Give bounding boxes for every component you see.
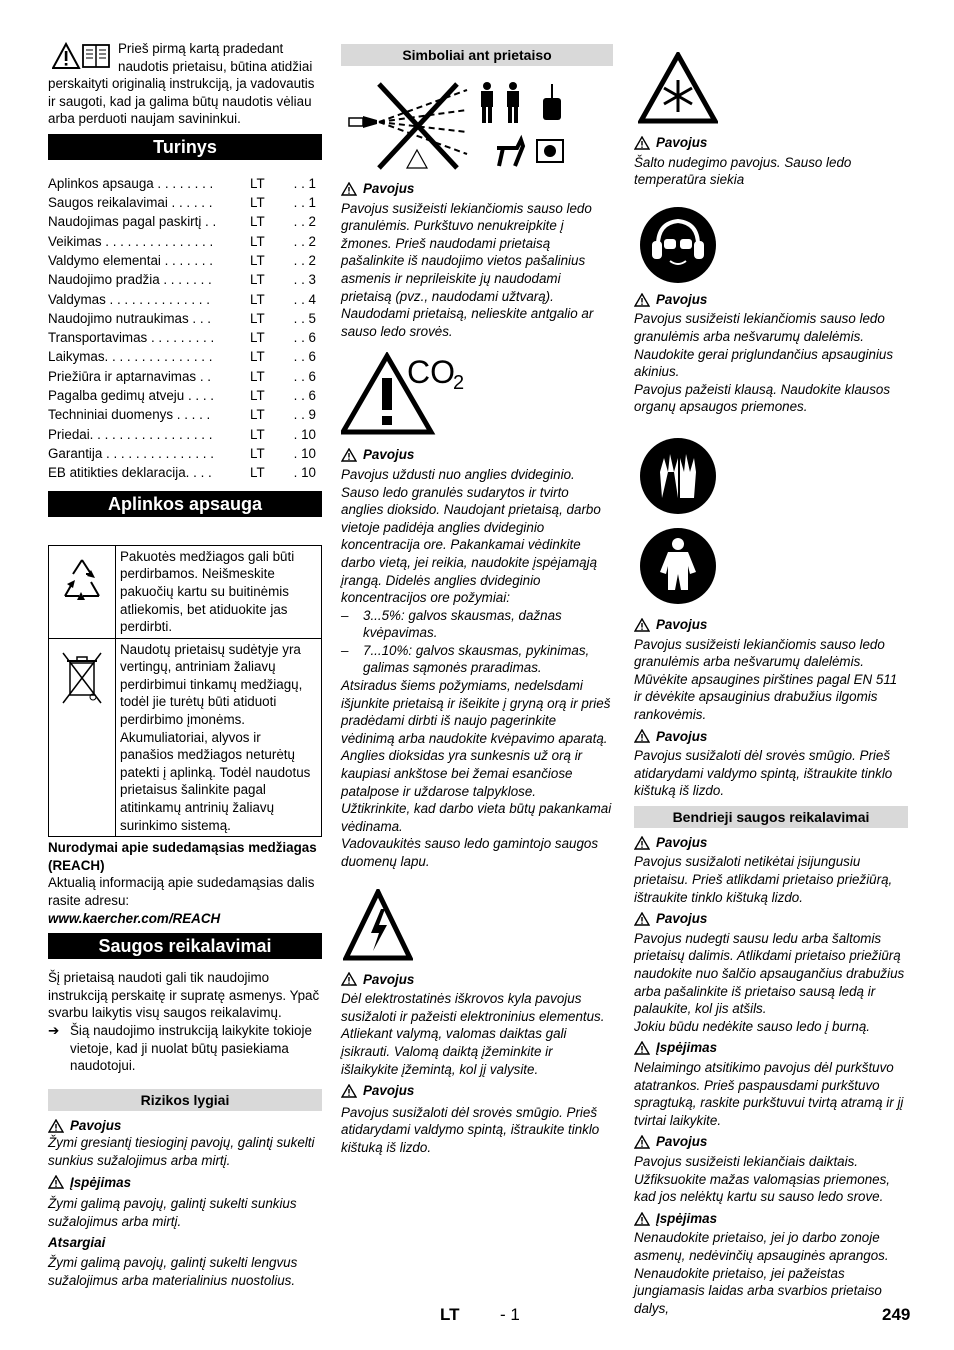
symbols-title: Simboliai ant prietaiso xyxy=(341,44,613,66)
warning-pavojus xyxy=(48,1117,322,1135)
column-middle xyxy=(341,40,613,1157)
w2-text5: Vadovaukitės sauso ledo gamintojo saugos duomenų lapu. xyxy=(341,836,599,869)
toc-page: . . 6 xyxy=(293,349,316,365)
toc-page: . . 2 xyxy=(293,214,316,230)
toc-label: Transportavimas . . . . . . . . . xyxy=(48,330,215,346)
gloves-icon xyxy=(638,436,718,516)
warning-label: Pavojus xyxy=(363,181,415,196)
toc-label: Valdymas . . . . . . . . . . . . . . xyxy=(48,291,210,307)
toc-label: Priežiūra ir aptarnavimas . . xyxy=(48,368,211,384)
toc-lang: LT xyxy=(250,233,265,249)
c3w6-text: Pavojus nudegti sausu ledu arba šaltomis prietaisų dalimis. Atlikdami prietaiso priežiūrą naudokite nuo šalčio apsaugančius drabužius arba pašalinkite iš prietaiso sausą ledą ir palaukite, kol jis atšils. xyxy=(634,930,905,1017)
toc-row[interactable] xyxy=(48,309,322,328)
protective-suit-icon xyxy=(638,526,718,606)
column-right xyxy=(634,40,908,1317)
co2-warning-sign xyxy=(341,352,613,442)
warning-label: Pavojus xyxy=(656,135,708,150)
warning-label: Pavojus xyxy=(363,1083,415,1099)
atsargiai-label: Atsargiai xyxy=(48,1235,106,1251)
co2-label: CO xyxy=(407,354,455,391)
warning-triangle-icon xyxy=(634,912,650,926)
toc-lang: LT xyxy=(250,175,265,191)
toc-label: Naudojimas pagal paskirtį . . xyxy=(48,214,217,230)
env-title: Aplinkos apsauga xyxy=(48,491,322,517)
env-text-disposal: Naudotų prietaisų sudėtyje yra vertingų, antriniam žaliavų perdirbimui tinkamų medžiagų, todėl jie turėtų būti atiduoti perdirbimo įmonėms. Akumuliatoriai, alyvos ir panašios medžiagos neturėtų patekti į aplinką. Todėl naudotus prietaisus šalinkite pagal atitinkamų antrinių žaliavų surinkimo sistemą. xyxy=(116,638,322,837)
c3w8-text: Pavojus susižeisti lekiančiais daiktais. Užfiksuokite mažas valomąsias priemones, kad jos nelėktų kartu su sauso ledo srove. xyxy=(634,1153,891,1205)
warning-label: Pavojus xyxy=(656,616,708,632)
warning-ispejimas xyxy=(48,1174,322,1192)
toc-label: Pagalba gedimų atveju . . . . xyxy=(48,388,214,404)
c3w7-text: Nelaimingo atsitikimo pavojus dėl purkštuvo atatrankos. Prieš paspausdami purkštuvo spragtuką, raskite purkštuvui tvirtą atramą ir jį tvirtai laikykite. xyxy=(634,1060,904,1128)
toc-lang: LT xyxy=(250,310,265,326)
safety-title: Saugos reikalavimai xyxy=(48,933,322,959)
c3w1-text: Šalto nudegimo pavojus. Sauso ledo temperatūra siekia xyxy=(634,154,852,188)
footer-page-number: 249 xyxy=(882,1305,911,1324)
toc-label: Techniniai duomenys . . . . . xyxy=(48,407,211,423)
safety-bullet-text: Šią naudojimo instrukciją laikykite tokioje vietoje, kad ji nuolat būtų pasiekiama naudotojui. xyxy=(70,1022,312,1074)
toc-lang: LT xyxy=(250,368,265,384)
c3w2-text: Pavojus susižeisti lekiančiomis sauso ledo granulėmis arba nešvarumų dalelėmis. Naudokite gerai priglundančius apsauginius akinius. xyxy=(634,311,894,380)
toc-lang: LT xyxy=(250,465,265,481)
toc-row[interactable] xyxy=(48,406,322,425)
reach-title: Nurodymai apie sudedamąsias medžiagas (REACH) xyxy=(48,840,317,873)
co2-subscript: 2 xyxy=(453,372,465,395)
toc-lang: LT xyxy=(250,388,265,404)
toc-lang: LT xyxy=(250,291,265,307)
warning-label: Pavojus xyxy=(656,911,708,927)
crossed-bin-icon xyxy=(57,647,107,709)
toc-row[interactable] xyxy=(48,174,322,193)
w2-text4: Užtikrinkite, kad darbo vieta būtų pakankamai vėdinama. xyxy=(341,801,612,834)
env-text-packaging: Pakuotės medžiagos gali būti perdirbamos. Neišmeskite pakuočių kartu su buitinėmis atliekomis, bet atiduokite jas perdirbti. xyxy=(116,545,322,638)
toc-page: . 10 xyxy=(293,465,316,481)
toc-row[interactable] xyxy=(48,290,322,309)
warning-label: Pavojus xyxy=(656,834,708,850)
warning-w2 xyxy=(341,446,613,464)
dash-marker: – xyxy=(341,642,349,658)
toc-lang: LT xyxy=(250,195,265,211)
toc-label: Priedai. . . . . . . . . . . . . . . . . xyxy=(48,426,213,442)
toc-lang: LT xyxy=(250,214,265,230)
cold-warning-icon xyxy=(638,52,718,124)
warning-w3 xyxy=(341,971,613,989)
warning-c3w3 xyxy=(634,616,908,634)
toc-lang: LT xyxy=(250,253,265,268)
intro-text: Prieš pirmą kartą pradedant naudotis prietaisu, būtina atidžiai perskaityti originalią instrukciją, ja vadovautis ir saugoti, kad ja galima būtų naudotis vėliau arba perduoti naujam savininkui. xyxy=(48,41,315,127)
toc-label: Laikymas. . . . . . . . . . . . . . . xyxy=(48,349,213,365)
toc-page: . 10 xyxy=(293,426,316,442)
dash-text: 3...5%: galvos skausmas, dažnas kvėpavimas. xyxy=(363,607,562,641)
toc-page: . . 9 xyxy=(293,407,316,423)
reach-text: Aktualią informaciją apie sudedamąsias dalis rasite adresu: xyxy=(48,875,315,908)
toc-page: . . 6 xyxy=(293,330,316,346)
intro-block xyxy=(48,40,322,128)
toc-row[interactable] xyxy=(48,213,322,232)
toc-label: Veikimas . . . . . . . . . . . . . . . xyxy=(48,233,214,249)
warning-triangle-icon xyxy=(634,1041,650,1055)
no-spray-at-people-icon xyxy=(347,80,567,176)
toc-row[interactable] xyxy=(48,348,322,367)
w4-text: Pavojus susižaloti dėl srovės smūgio. Prieš atidarydami valdymo spintą, ištraukite tinklo kištuką iš lizdo. xyxy=(341,1104,600,1155)
safety-bullet xyxy=(48,1022,322,1075)
atsargiai-text: Žymi galimą pavojų, galintį sukelti lengvus sužalojimus arba materialinius nuostolius. xyxy=(48,1254,298,1288)
warning-label: Pavojus xyxy=(70,1117,122,1133)
recycling-icon xyxy=(55,554,109,608)
toc-lang: LT xyxy=(250,330,265,346)
toc-row[interactable] xyxy=(48,463,322,482)
toc-lang: LT xyxy=(250,349,265,365)
toc-lang: LT xyxy=(250,407,265,423)
general-safety-title: Bendrieji saugos reikalavimai xyxy=(634,806,908,828)
toc-row[interactable] xyxy=(48,232,322,251)
env-table xyxy=(48,545,322,838)
c3w6-text2: Jokiu būdu nedėkite sauso ledo į burną. xyxy=(634,1018,870,1034)
w2-text3: Anglies dioksidas yra sunkesnis už orą ir kaupiasi ankštose bei žemai esančiose patalpose ir uždarose talpyklose. xyxy=(341,748,583,799)
warning-label: Įspėjimas xyxy=(70,1174,132,1190)
warning-label: Pavojus xyxy=(656,291,708,307)
toc-label: Naudojimo pradžia . . . . . . . xyxy=(48,272,212,288)
toc-title: Turinys xyxy=(48,134,322,160)
ispejimas-text: Žymi galimą pavojų, galintį sukelti sunkius sužalojimus arba mirtį. xyxy=(48,1196,297,1229)
c3w3-text: Pavojus susižeisti lekiančiomis sauso ledo granulėmis arba nešvarumų dalelėmis. Mūvėkite apsaugines pirštines pagal EN 511 ir dėvėkite apsauginius drabužius ilgomis rankovėmis. xyxy=(634,636,898,722)
warning-c3w7 xyxy=(634,1039,908,1057)
warning-label: Pavojus xyxy=(656,728,708,744)
warning-triangle-icon xyxy=(48,1119,64,1133)
warning-c3w2 xyxy=(634,291,908,309)
warning-triangle-icon xyxy=(634,1135,650,1149)
warning-triangle-icon xyxy=(634,618,650,632)
toc-row[interactable] xyxy=(48,444,322,463)
warning-triangle-icon xyxy=(634,136,650,150)
warning-triangle-icon xyxy=(634,293,650,307)
toc-page: . . 5 xyxy=(293,310,316,326)
warning-triangle-icon xyxy=(634,729,650,743)
risk-title: Rizikos lygiai xyxy=(48,1089,322,1111)
dash-marker: – xyxy=(341,607,349,623)
arrow-icon: ➔ xyxy=(48,1022,60,1038)
c3w2-text2: Pavojus pažeisti klausą. Naudokite klausos organų apsaugos priemones. xyxy=(634,381,891,415)
c3w5-text: Pavojus susižaloti netikėtai įsijungusiu prietaisu. Prieš atlikdami prietaiso priežiūrą, ištraukite tinklo kištuką lizdo. xyxy=(634,854,893,905)
goggles-ear-protection-icon xyxy=(638,205,718,285)
toc-row[interactable] xyxy=(48,386,322,405)
warning-label: Įspėjimas xyxy=(656,1040,718,1056)
toc-lang: LT xyxy=(250,445,265,461)
w1-text2: Naudodami prietaisą, nelieskite antgalio ar sauso ledo srovės. xyxy=(341,306,594,339)
warning-label: Įspėjimas xyxy=(656,1210,718,1226)
toc-label: Garantija . . . . . . . . . . . . . . . xyxy=(48,445,214,461)
toc-page: . . 1 xyxy=(293,175,316,191)
toc-row[interactable] xyxy=(48,367,322,386)
dash-item xyxy=(341,607,613,642)
toc-label: EB atitikties deklaracija. . . . xyxy=(48,465,212,481)
toc-page: . . 1 xyxy=(293,195,316,211)
toc-label: Saugos reikalavimai . . . . . . xyxy=(48,195,213,211)
warning-c3w4 xyxy=(634,728,908,746)
reach-link[interactable]: www.kaercher.com/REACH xyxy=(48,910,221,926)
toc-page: . . 6 xyxy=(293,388,316,404)
warning-book-icon xyxy=(52,42,112,70)
w2-text2: Atsiradus šiems požymiams, nedelsdami išjunkite prietaisą ir išeikite į gryną orą ir prieš pradėdami dirbti iš naujo pagerinkite vėdinimą arba naudokite kvėpavimo aparatą. xyxy=(341,678,611,746)
warning-triangle-icon xyxy=(634,836,650,850)
toc-row[interactable] xyxy=(48,425,322,444)
warning-triangle-icon xyxy=(341,448,357,462)
toc-lang: LT xyxy=(250,272,265,288)
warning-triangle-icon xyxy=(341,972,357,986)
column-left xyxy=(48,40,322,1289)
warning-triangle-icon xyxy=(48,1175,64,1189)
warning-c3w5 xyxy=(634,834,908,852)
toc-page: . . 2 xyxy=(293,253,316,268)
w1-text: Pavojus susižeisti lekiančiomis sauso ledo granulėmis. Purkštuvo nenukreipkite į žmones. Prieš naudodami prietaisą pašalinkite iš naudojimo vietos pašalinius asmenis ir neprileiskite jų naudodami prietaisą (pvz., naudodami užtvarą). xyxy=(341,200,592,304)
footer-language: LT xyxy=(440,1305,460,1324)
warning-label: Pavojus xyxy=(656,1134,708,1150)
toc-row[interactable] xyxy=(48,193,322,212)
footer-section: - 1 xyxy=(500,1305,520,1324)
safety-intro: Šį prietaisą naudoti gali tik naudojimo instrukciją perskaitę ir supratę asmenys. Ypač svarbu laikytis visų saugos reikalavimų. xyxy=(48,970,320,1021)
toc-table xyxy=(48,174,322,483)
toc-page: . . 4 xyxy=(293,291,316,307)
toc-row[interactable] xyxy=(48,251,322,270)
toc-row[interactable] xyxy=(48,328,322,347)
warning-c3w1 xyxy=(634,134,908,152)
warning-c3w6 xyxy=(634,910,908,928)
dash-text: 7...10%: galvos skausmas, pykinimas, galimas sąmonės praradimas. xyxy=(363,642,590,676)
w2-text: Pavojus uždusti nuo anglies dvideginio. Sauso ledo granulės sudarytos ir tvirto anglies dioksido. Naudojant prietaisą, darbo vietoje padidėja anglies dvideginio koncentracija ore. Pakankamai vėdinkite darbo vietą, jei reikia, naudokite įspėjamąją įrangą. Didelės anglies dvideginio koncentracijos ore požymiai: xyxy=(341,466,601,606)
warning-w1 xyxy=(341,180,613,198)
toc-lang: LT xyxy=(250,426,265,442)
warning-c3w8 xyxy=(634,1133,908,1151)
w3-text: Dėl elektrostatinės iškrovos kyla pavojus susižaloti ir pažeisti elektroninius elementus. Atliekant valymą, valomas daiktas gali įsikrauti. Valomą daiktą įžeminkite ir išlaikykite įžemintą, kol jį valysite. xyxy=(341,991,605,1077)
warning-c3w9 xyxy=(634,1210,908,1228)
c3w9-text: Nenaudokite prietaiso, jei jo darbo zonoje asmenų, nedėvinčių apsauginės aprangos. Nenaudokite prietaiso, jei pažeistas jungiamasis laidas arba svarbios prietaiso dalys, xyxy=(634,1230,889,1316)
toc-row[interactable] xyxy=(48,270,322,289)
warning-label: Pavojus xyxy=(363,971,415,987)
toc-page: . . 3 xyxy=(293,272,316,288)
pavojus-text: Žymi gresiantį tiesioginį pavojų, galintį sukelti sunkius sužalojimus arba mirtį. xyxy=(48,1135,315,1168)
warning-triangle-icon xyxy=(341,1084,357,1098)
toc-label: Naudojimo nutraukimas . . . xyxy=(48,310,211,326)
c3w4-text: Pavojus susižaloti dėl srovės smūgio. Prieš atidarydami valdymo spintą, ištraukite tinklo kištuką iš lizdo. xyxy=(634,748,893,799)
high-voltage-icon xyxy=(343,889,413,961)
warning-triangle-icon xyxy=(634,1212,650,1226)
toc-label: Valdymo elementai . . . . . . . xyxy=(48,253,213,268)
dash-item xyxy=(341,642,613,677)
toc-page: . 10 xyxy=(293,445,316,461)
toc-page: . . 6 xyxy=(293,368,316,384)
warning-label: Pavojus xyxy=(363,447,415,463)
warning-w4 xyxy=(341,1082,613,1100)
toc-page: . . 2 xyxy=(293,233,316,249)
toc-label: Aplinkos apsauga . . . . . . . . xyxy=(48,175,214,191)
warning-triangle-icon xyxy=(341,182,357,196)
